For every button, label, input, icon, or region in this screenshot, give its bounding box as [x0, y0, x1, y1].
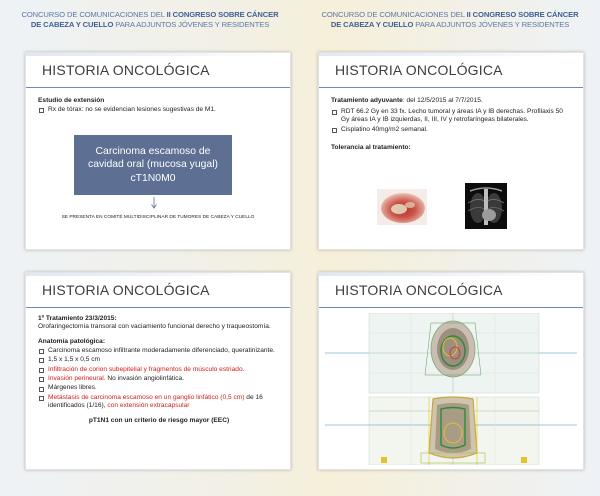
list-item: Carcinoma escamoso infiltrante moderadamente diferenciado, queratinizante. — [38, 347, 280, 355]
tolerance-heading: Tolerancia al tratamiento: — [331, 144, 411, 152]
header-text-2: PARA ADJUNTOS JÓVENES Y RESIDENTES — [115, 20, 270, 29]
slide-title: HISTORIA ONCOLÓGICA — [319, 273, 583, 308]
pathology-heading: Anatomía patológica: — [38, 337, 106, 345]
chest-xray-image — [465, 183, 507, 229]
list-item: RDT 66.2 Gy en 33 fx. Lecho tumoral y áreas IA y IB derechas. Profilaxis 50 Gy áreas IA y IB izquierdas, II, III, IV y retrofaríngeas bilaterales. — [331, 108, 573, 124]
list-item: 1,5 x 1,5 x 0,5 cm — [38, 356, 280, 364]
header-text-2: PARA ADJUNTOS JÓVENES Y RESIDENTES — [415, 20, 570, 29]
slide-content — [331, 97, 573, 153]
header-text-1: CONCURSO DE COMUNICACIONES DEL — [321, 10, 465, 19]
header-bold-2: DE CABEZA Y CUELLO — [30, 20, 114, 29]
slide-content — [38, 97, 280, 117]
radiotherapy-planning-image — [325, 313, 577, 465]
treatment-label: Tratamiento adyuvante — [331, 97, 403, 104]
list-item: Cisplatino 40mg/m2 semanal. — [331, 126, 573, 134]
slide-first-treatment — [25, 272, 291, 470]
list-item: Rx de tórax: no se evidencian lesiones sugestivas de M1. — [38, 106, 280, 114]
diagnosis-line: cavidad oral (mucosa yugal) — [88, 159, 218, 171]
slide-title: HISTORIA ONCOLÓGICA — [319, 53, 583, 88]
treatment-dates: : del 12/5/2015 al 7/7/2015. — [402, 97, 483, 104]
diagnosis-box — [74, 135, 232, 195]
list-item: Márgenes libres. — [38, 384, 280, 392]
section-heading: Estudio de extensión — [38, 97, 105, 104]
slide-adjuvant-treatment — [318, 52, 584, 250]
extracapsular-text: con extensión extracapsular — [107, 401, 190, 409]
slide-radiotherapy-plan — [318, 272, 584, 470]
treatment-line — [331, 97, 573, 105]
congress-header-right — [305, 10, 595, 30]
header-text-1: CONCURSO DE COMUNICACIONES DEL — [21, 10, 165, 19]
slide-extension-study — [25, 52, 291, 250]
angiolymphatic-text: No invasión angiolinfática. — [105, 374, 185, 382]
header-bold-2: DE CABEZA Y CUELLO — [330, 20, 414, 29]
perineural-invasion: Invasión perineural. — [48, 374, 106, 382]
treatment-heading: 1º Tratamiento 23/3/2015: — [38, 315, 117, 322]
surgery-description: Orofaringectomía transoral con vaciamiento funcional derecho y traqueostomía. — [38, 322, 271, 330]
diagnosis-stage: cT1N0M0 — [130, 172, 176, 184]
committee-note: SE PRESENTA EN COMITÉ MULTIDISCIPLINAR DE TUMORES DE CABEZA Y CUELLO — [61, 215, 255, 220]
bullet-list — [38, 347, 280, 410]
list-item — [38, 394, 280, 410]
slide-title: HISTORIA ONCOLÓGICA — [26, 273, 290, 308]
bullet-list — [331, 108, 573, 134]
slide-title: HISTORIA ONCOLÓGICA — [26, 53, 290, 88]
oral-mucositis-photo — [377, 189, 427, 225]
pathologic-stage: pT1N1 con un criterio de riesgo mayor (EEC) — [88, 416, 230, 424]
header-bold-1: II CONGRESO SOBRE CÁNCER — [466, 10, 579, 19]
metastasis-text: Metástasis de carcinoma escamoso en un ganglio linfático (0,5 cm) — [48, 393, 245, 401]
bullet-list — [38, 106, 280, 114]
diagnosis-line: Carcinoma escamoso de — [95, 145, 211, 157]
list-item: Infiltración de corion subepitelial y fragmentos de músculo estriado. — [38, 366, 280, 374]
list-item — [38, 375, 280, 383]
arrow-down-icon — [150, 197, 158, 209]
header-bold-1: II CONGRESO SOBRE CÁNCER — [166, 10, 279, 19]
congress-header-left — [5, 10, 295, 30]
slide-content — [38, 315, 280, 424]
lymph-node-count: de 16 identificados (1/16), — [48, 393, 263, 409]
